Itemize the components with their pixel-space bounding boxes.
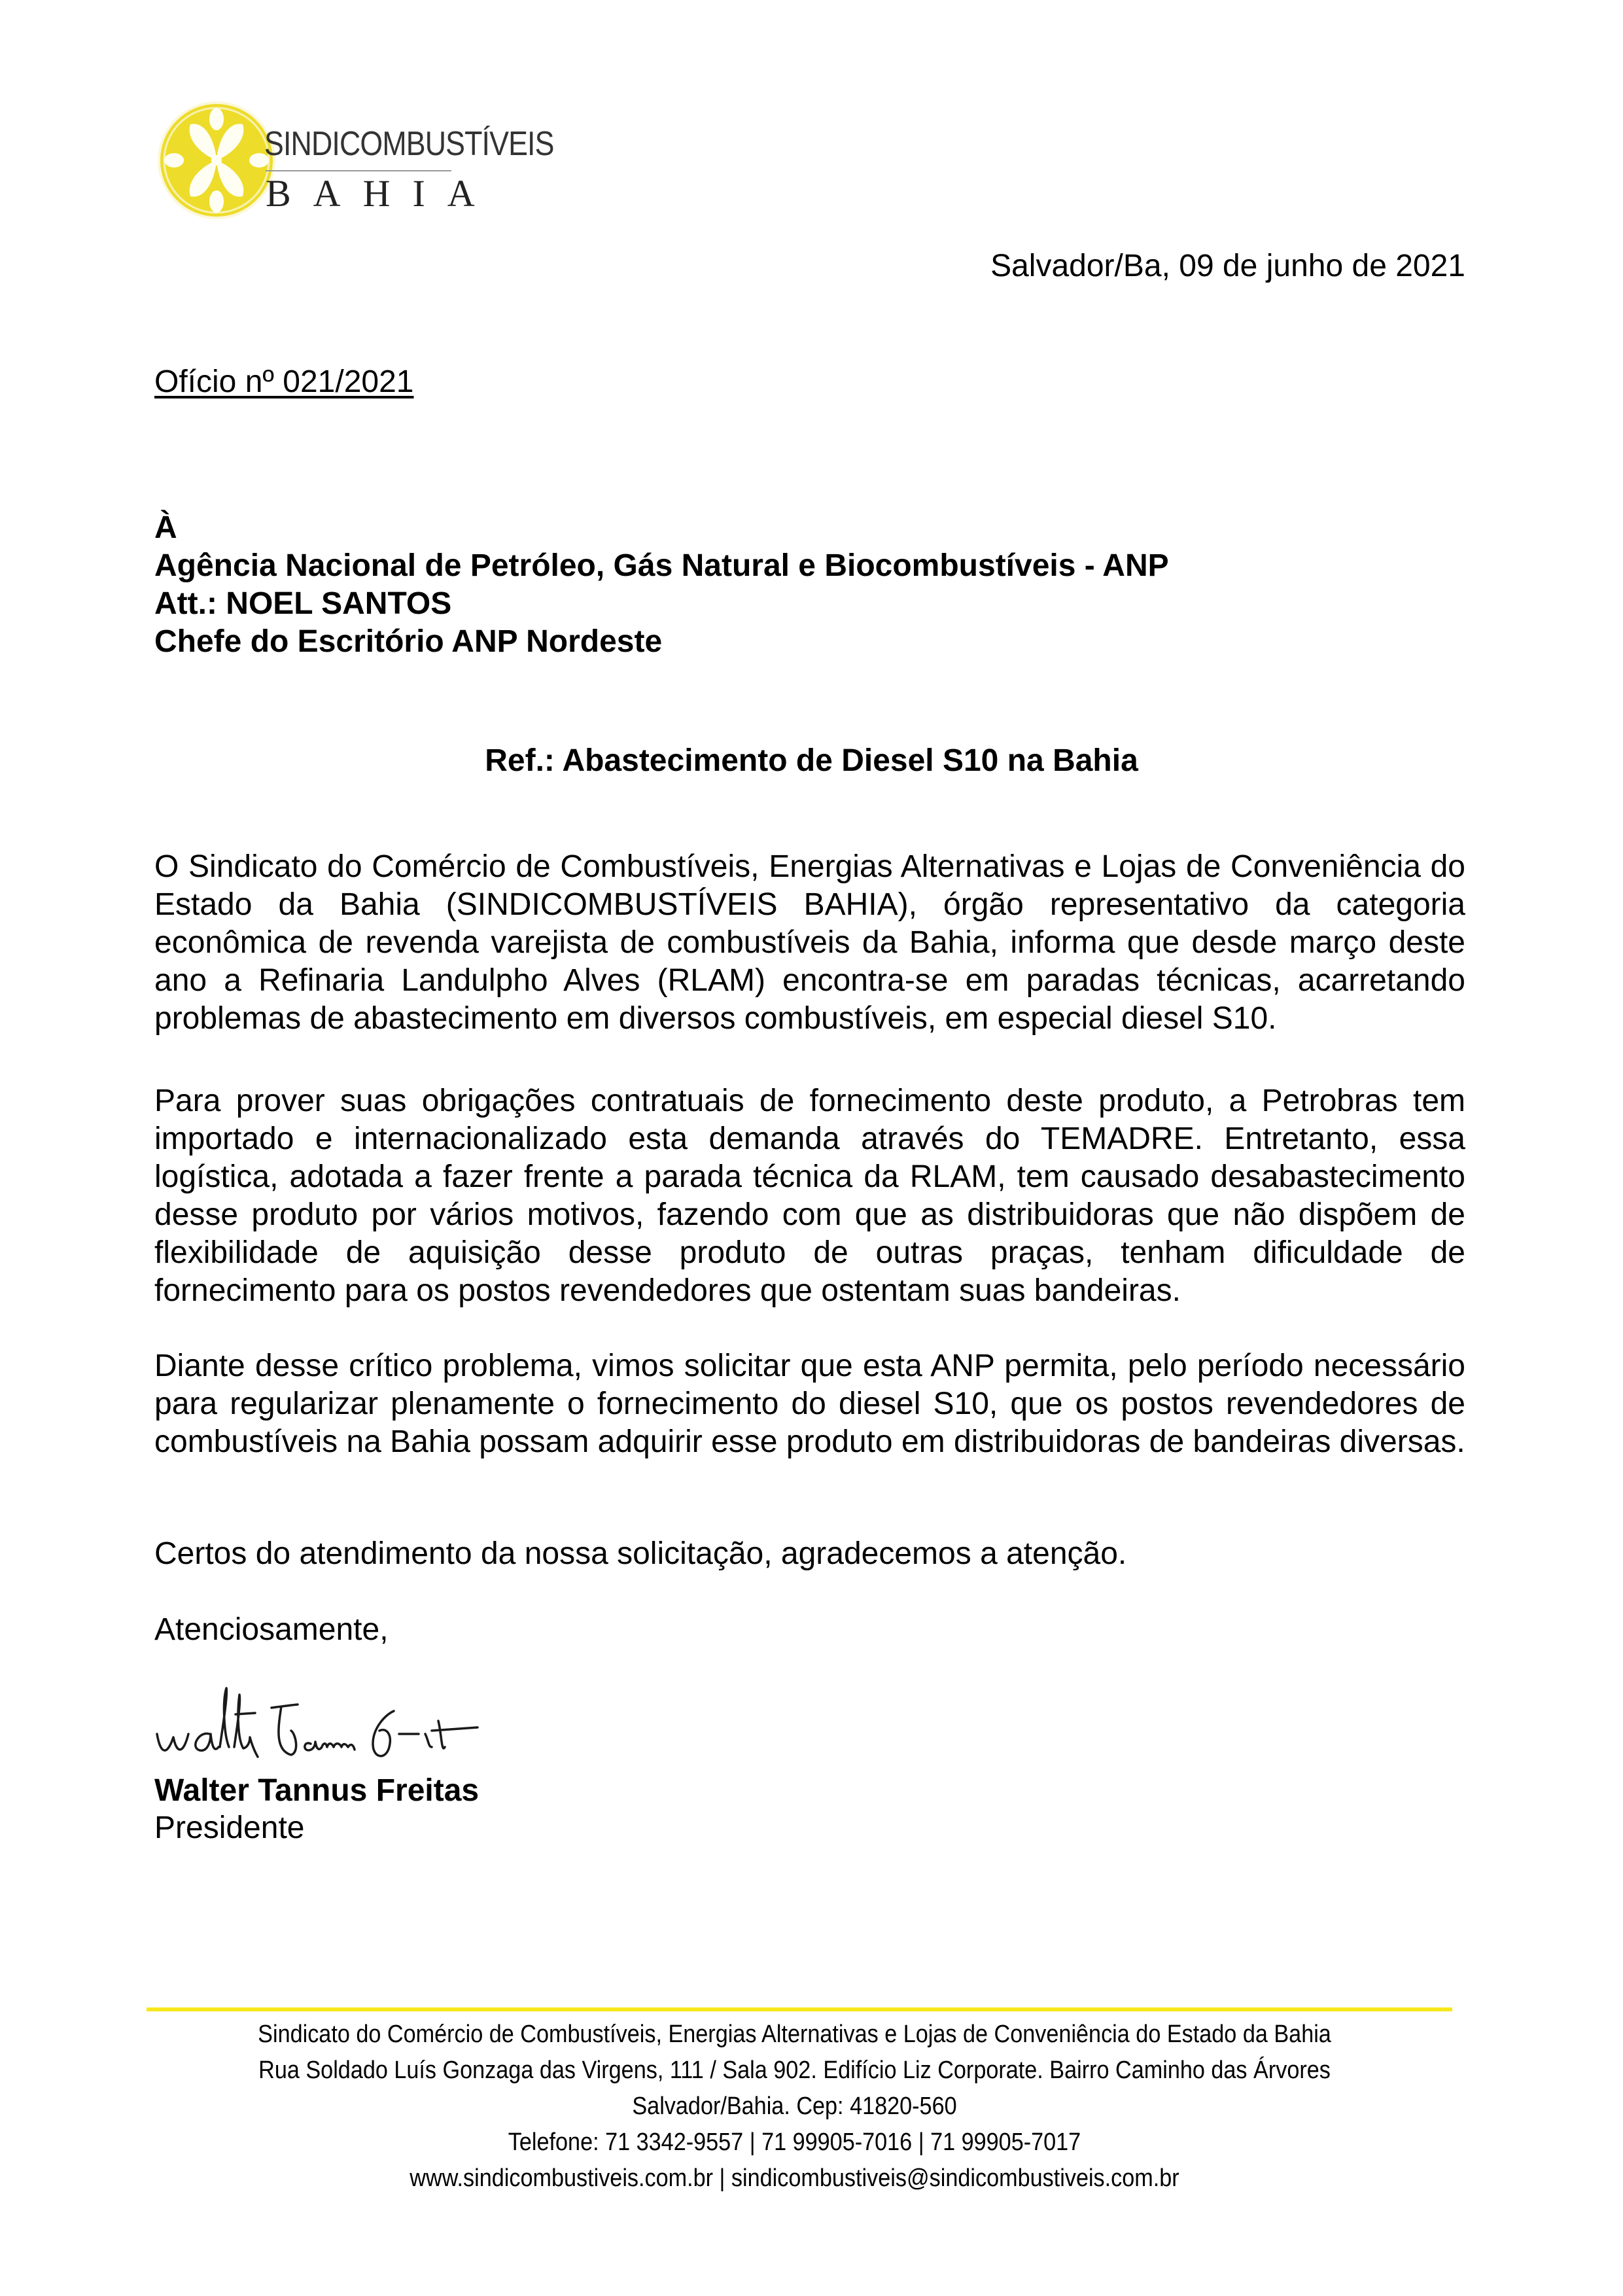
- footer-web-email: www.sindicombustiveis.com.br | sindicombustiveis@sindicombustiveis.com.br: [410, 2164, 1179, 2192]
- footer-divider: [147, 2007, 1452, 2011]
- logo-wordmark-top: SINDICOMBUSTÍVEIS: [264, 125, 554, 163]
- flower-emblem-icon: [154, 98, 279, 222]
- recipient-position: Chefe do Escritório ANP Nordeste: [154, 624, 663, 659]
- signer-title: Presidente: [154, 1810, 305, 1845]
- body-paragraph: Diante desse crítico problema, vimos solicitar que esta ANP permita, pelo período necessário para regularizar plenamente o fornecimento do diesel S10, que os postos revendedores de combustíveis na Bahia possam adquirir esse produto em distribuidoras de bandeiras diversas.: [154, 1349, 1465, 1459]
- recipient-organization: Agência Nacional de Petróleo, Gás Natural e Biocombustíveis - ANP: [154, 548, 1169, 583]
- body-paragraph: Certos do atendimento da nossa solicitação, agradecemos a atenção.: [154, 1536, 1127, 1571]
- signer-name: Walter Tannus Freitas: [154, 1773, 480, 1808]
- footer-address: Rua Soldado Luís Gonzaga das Virgens, 111 / Sala 902. Edifício Liz Corporate. Bairro Caminho das Árvores: [258, 2057, 1331, 2084]
- handwritten-signature-icon: [150, 1682, 608, 1780]
- body-paragraph: O Sindicato do Comércio de Combustíveis, Energias Alternativas e Lojas de Conveniência do Estado da Bahia (SINDICOMBUSTÍVEIS BAHIA), órgão representativo da categoria econômica de revenda varejista de combustíveis da Bahia, informa que desde março deste ano a Refinaria Landulpho Alves (RLAM) encontra-se em paradas técnicas, acarretando problemas de abastecimento em diversos combustíveis, em especial diesel S10.: [154, 849, 1465, 1036]
- recipient-attention: Att.: NOEL SANTOS: [154, 586, 452, 621]
- body-paragraph: Para prover suas obrigações contratuais de fornecimento deste produto, a Petrobras tem importado e internacionalizado esta demanda através do TEMADRE. Entretanto, essa logística, adotada a fazer frente a parada técnica da RLAM, tem causado desabastecimento desse produto por vários motivos, fazendo com que as distribuidoras que não dispõem de flexibilidade de aquisição desse produto de outras praças, tenham dificuldade de fornecimento para os postos revendedores que ostentam suas bandeiras.: [154, 1084, 1465, 1308]
- logo-wordmark-bottom: BAHIA: [266, 172, 497, 215]
- recipient-block: [154, 509, 1169, 661]
- place-date: Salvador/Ba, 09 de junho de 2021: [990, 249, 1465, 283]
- closing-salutation: Atenciosamente,: [154, 1612, 389, 1647]
- footer-phones: Telefone: 71 3342-9557 | 71 99905-7016 | 71 99905-7017: [508, 2128, 1081, 2156]
- footer-contact-block: [145, 2017, 1444, 2197]
- reference-subject: Ref.: Abastecimento de Diesel S10 na Bahia: [485, 743, 1138, 778]
- footer-org-name: Sindicato do Comércio de Combustíveis, Energias Alternativas e Lojas de Conveniência do Estado da Bahia: [258, 2021, 1331, 2048]
- letterhead-logo: [154, 98, 554, 222]
- document-number: Ofício nº 021/2021: [154, 364, 414, 399]
- recipient-to: À: [154, 510, 177, 545]
- footer-city-zip: Salvador/Bahia. Cep: 41820-560: [632, 2093, 957, 2120]
